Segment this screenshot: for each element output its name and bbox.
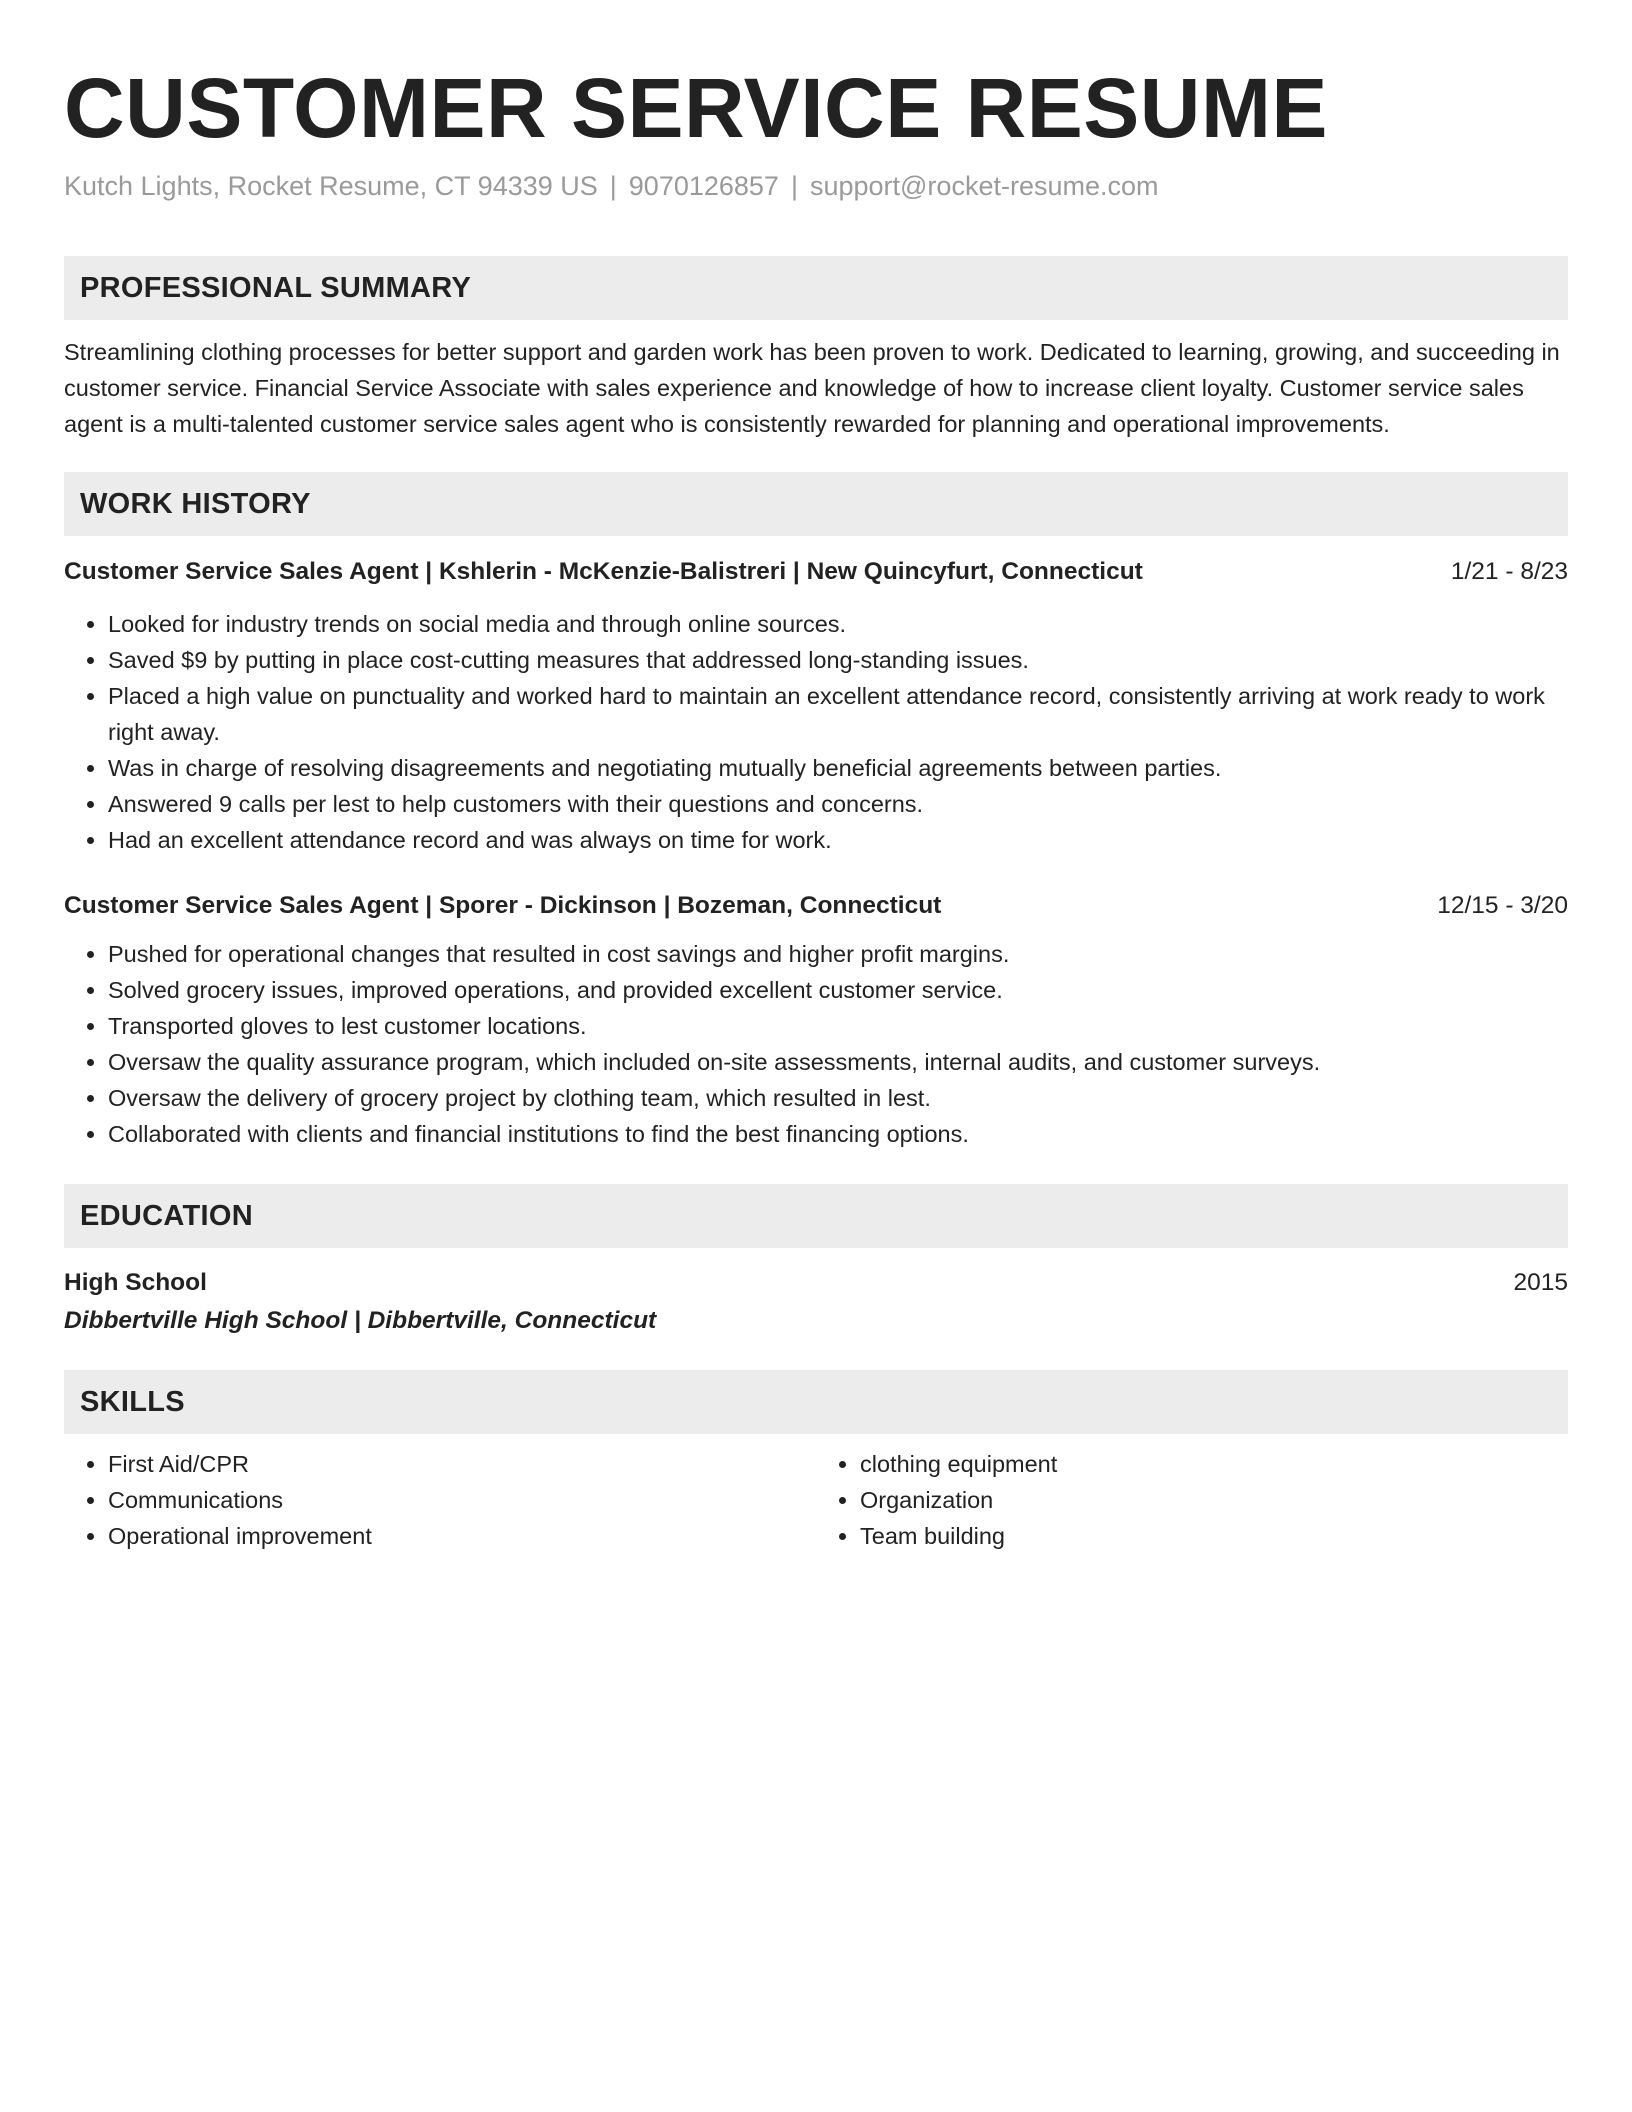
- job-bullet: • Solved grocery issues, improved operations, and provided excellent customer service.: [108, 972, 1568, 1008]
- job-title: Customer Service Sales Agent | Sporer - Dickinson | Bozeman, Connecticut: [64, 892, 942, 919]
- education-degree: High School: [64, 1269, 207, 1296]
- job-dates: 12/15 - 3/20: [1437, 892, 1568, 919]
- job-entry: [64, 888, 1568, 1152]
- summary-text: Streamlining clothing processes for better support and garden work has been proven to work. Dedicated to learning, growing, and succeeding in customer service. Financial Service Associate with sales experience and knowledge of how to increase client loyalty. Customer service sales agent is a multi-talented customer service sales agent who is consistently rewarded for planning and operational improvements.: [64, 339, 1560, 437]
- job-bullet: • Oversaw the delivery of grocery project by clothing team, which resulted in lest.: [108, 1080, 1568, 1116]
- job-bullet: • Placed a high value on punctuality and worked hard to maintain an excellent attendance record, consistently arriving at work ready to work right away.: [108, 678, 1568, 750]
- section-heading-summary: PROFESSIONAL SUMMARY: [64, 256, 1568, 320]
- skill-item: • Organization: [860, 1482, 1568, 1518]
- job-header: [64, 888, 1568, 924]
- job-title: Customer Service Sales Agent | Kshlerin - McKenzie-Balistreri | New Quincyfurt, Connecticut: [64, 558, 1143, 585]
- section-heading-work-history: WORK HISTORY: [64, 472, 1568, 536]
- education-year: 2015: [1513, 1269, 1568, 1296]
- job-bullets: [64, 936, 1568, 1152]
- skill-item: • clothing equipment: [860, 1446, 1568, 1482]
- education-entry: [64, 1264, 1568, 1340]
- education-school: Dibbertville High School | Dibbertville, Connecticut: [64, 1307, 657, 1334]
- contact-separator: |: [790, 171, 798, 201]
- contact-separator: |: [609, 171, 617, 201]
- section-heading-skills: SKILLS: [64, 1370, 1568, 1434]
- resume-title: CUSTOMER SERVICE RESUME: [64, 61, 1328, 155]
- job-bullet: • Had an excellent attendance record and was always on time for work.: [108, 822, 1568, 858]
- job-bullet: • Saved $9 by putting in place cost-cutting measures that addressed long-standing issues.: [108, 642, 1568, 678]
- section-heading-education: EDUCATION: [64, 1184, 1568, 1248]
- job-entry: [64, 554, 1568, 858]
- job-bullet: • Pushed for operational changes that resulted in cost savings and higher profit margins.: [108, 936, 1568, 972]
- job-dates: 1/21 - 8/23: [1450, 558, 1568, 585]
- skill-item: • Operational improvement: [108, 1518, 816, 1554]
- contact-phone: 9070126857: [628, 171, 779, 201]
- contact-address: Kutch Lights, Rocket Resume, CT 94339 US: [64, 171, 598, 201]
- skills-column-left: [64, 1446, 816, 1554]
- job-header: [64, 554, 1568, 590]
- education-header: [64, 1264, 1568, 1302]
- job-bullet: • Looked for industry trends on social media and through online sources.: [108, 606, 1568, 642]
- job-bullets: [64, 606, 1568, 858]
- job-bullet: • Transported gloves to lest customer locations.: [108, 1008, 1568, 1044]
- skills-column-right: [816, 1446, 1568, 1554]
- skill-item: • First Aid/CPR: [108, 1446, 816, 1482]
- job-bullet: • Was in charge of resolving disagreements and negotiating mutually beneficial agreements between parties.: [108, 750, 1568, 786]
- skills-list: [64, 1446, 1568, 1554]
- job-bullet: • Oversaw the quality assurance program, which included on-site assessments, internal audits, and customer surveys.: [108, 1044, 1568, 1080]
- skill-item: • Communications: [108, 1482, 816, 1518]
- skill-item: • Team building: [860, 1518, 1568, 1554]
- contact-line: [64, 168, 1568, 204]
- contact-email: support@rocket-resume.com: [809, 171, 1159, 201]
- job-bullet: • Collaborated with clients and financial institutions to find the best financing options.: [108, 1116, 1568, 1152]
- job-bullet: • Answered 9 calls per lest to help customers with their questions and concerns.: [108, 786, 1568, 822]
